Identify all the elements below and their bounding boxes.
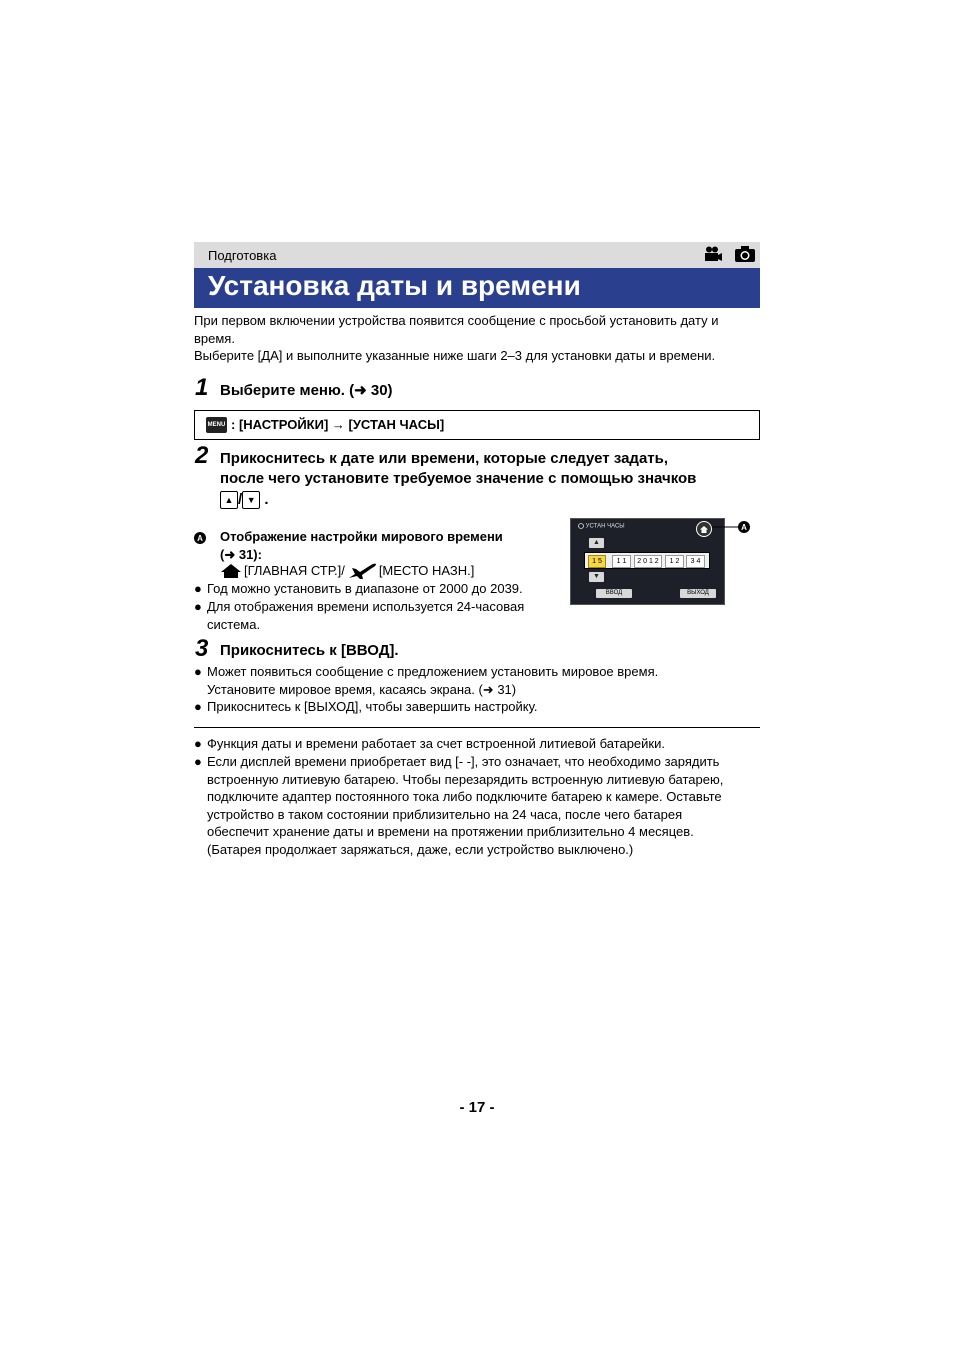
step-1-number: 1	[195, 374, 209, 401]
callout-a-badge: A	[194, 532, 206, 544]
menu-icon: MENU	[206, 417, 227, 433]
destination-label: [МЕСТО НАЗН.]	[378, 563, 475, 579]
world-time-note	[220, 528, 503, 563]
clock-setting-screen	[570, 518, 725, 605]
step-2-end: .	[264, 491, 269, 508]
step-3-text: Прикоснитесь к [ВВОД].	[220, 642, 399, 659]
step-2-number: 2	[195, 442, 209, 469]
clock-icon	[578, 523, 584, 529]
enter-button[interactable]: ВВОД	[596, 589, 632, 598]
list-item: ● Функция даты и времени работает за счет встроенной литиевой батарейки.	[194, 736, 665, 751]
step-2-line: Прикоснитесь к дате или времени, которые следует задать,	[220, 450, 669, 467]
step-3-number: 3	[195, 635, 209, 662]
home-icon	[700, 526, 708, 533]
intro-line: время.	[194, 330, 235, 346]
world-time-button[interactable]	[696, 521, 712, 537]
screen-down-button[interactable]: ▼	[589, 572, 604, 582]
home-label: [ГЛАВНАЯ СТР.]/	[244, 563, 345, 579]
page-title: Установка даты и времени	[208, 270, 581, 301]
mode-icons	[704, 246, 756, 262]
section-header-bar	[194, 242, 760, 268]
airplane-icon	[347, 562, 377, 580]
section-label: Подготовка	[208, 248, 277, 263]
home-icon	[220, 563, 242, 579]
month-field[interactable]: 1 1	[612, 555, 631, 568]
camera-icon	[734, 246, 756, 262]
list-item: ● Для отображения времени используется 24-часовая система.	[194, 599, 525, 632]
list-item: ● Если дисплей времени приобретает вид [- -], это означает, что необходимо зарядить встроенную литиевую батарею. Чтобы перезарядить встроенную литиевую батарею, подключите адаптер постоянного тока либо подключите батарею к камере. Оставьте устройство в таком состоянии приблизительно на 24 часа, после чего батарея обеспечит хранение даты и времени на протяжении приблизительно 4 месяцев. (Батарея продолжает заряжаться, даже, если устройство выключено.)	[194, 754, 724, 857]
world-time-note-line: Отображение настройки мирового времени	[220, 529, 503, 544]
callout-a-marker: A	[738, 521, 750, 533]
year-field[interactable]: 2 0 1 2	[634, 555, 662, 568]
intro-line: При первом включении устройства появится сообщение с просьбой установить дату и	[194, 313, 719, 328]
day-field[interactable]: 1 5	[588, 555, 606, 568]
up-arrow-icon: ▲	[220, 491, 238, 509]
exit-button[interactable]: ВЫХОД	[680, 589, 716, 598]
screen-up-button[interactable]: ▲	[589, 538, 604, 548]
page-number: - 17 -	[459, 1099, 495, 1116]
list-item: ● Год можно установить в диапазоне от 2000 до 2039.	[194, 581, 523, 596]
step-1-text: Выберите меню. (➜ 30)	[220, 382, 393, 399]
minute-field[interactable]: 3 4	[686, 555, 705, 568]
divider	[194, 727, 760, 728]
list-item: ● Прикоснитесь к [ВЫХОД], чтобы завершить настройку.	[194, 699, 538, 714]
icon-separator: /	[238, 491, 243, 508]
date-time-row	[584, 552, 710, 569]
intro-line: Выберите [ДА] и выполните указанные ниже шаги 2–3 для установки даты и времени.	[194, 348, 716, 363]
movie-camera-icon	[704, 246, 722, 262]
intro-text	[194, 312, 760, 365]
down-arrow-icon: ▼	[242, 491, 260, 509]
hour-field[interactable]: 1 2	[665, 555, 684, 568]
list-item: ● Может появиться сообщение с предложением установить мировое время. Установите мировое время, касаясь экрана. (➜ 31)	[194, 664, 659, 697]
screen-title: УСТАН ЧАСЫ	[578, 523, 625, 530]
step-2-line: после чего установите требуемое значение с помощью значков	[220, 470, 697, 487]
world-time-options	[220, 562, 474, 580]
step-2-text	[220, 449, 760, 510]
world-time-note-ref: (➜ 31):	[220, 546, 262, 562]
menu-path-box	[194, 410, 760, 440]
page-title-bar	[194, 268, 760, 308]
menu-path: : [НАСТРОЙКИ] → [УСТАН ЧАСЫ]	[231, 417, 445, 432]
